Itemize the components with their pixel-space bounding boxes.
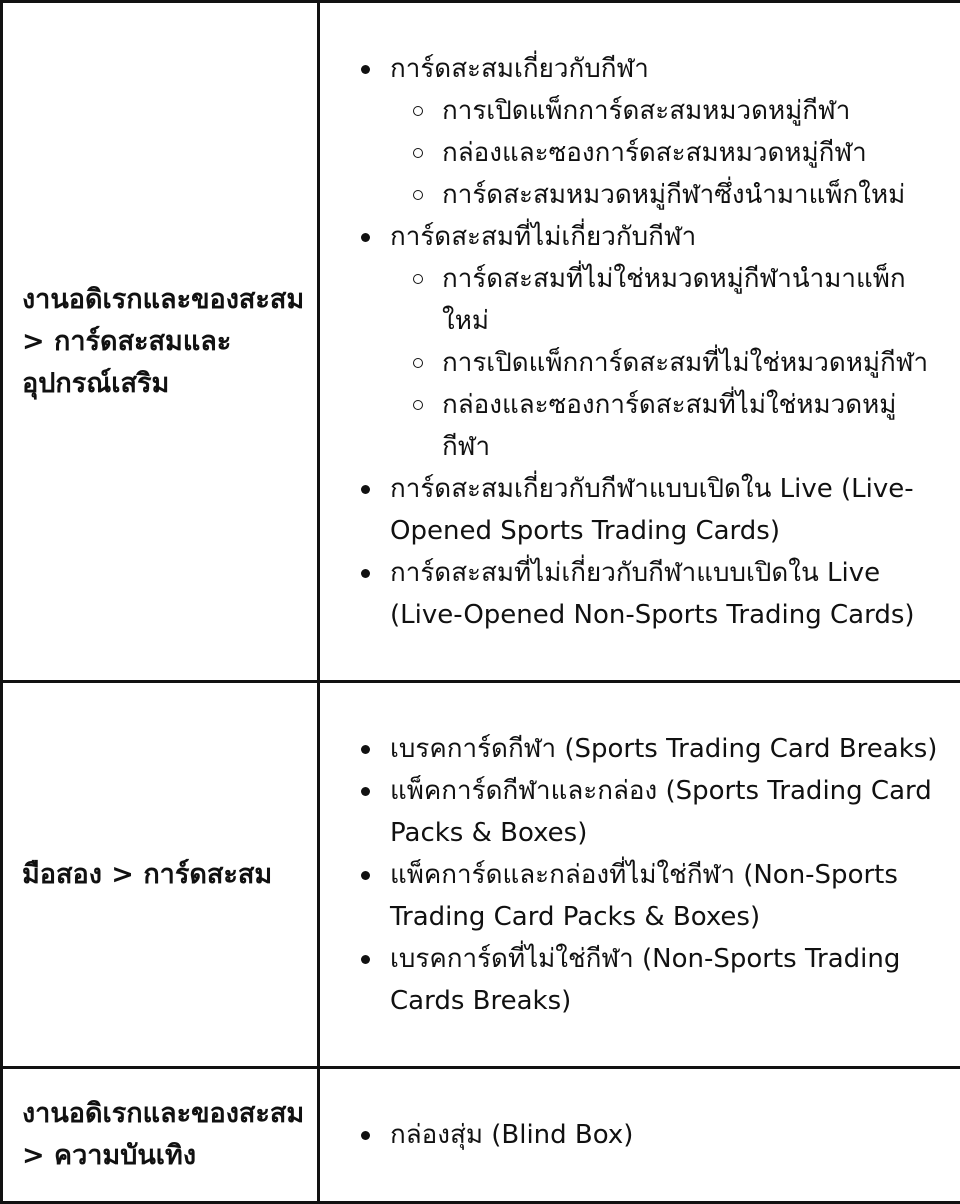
sub-list-item xyxy=(442,342,942,384)
list-item xyxy=(390,854,942,938)
list-item-label: เบรคการ์ดที่ไม่ใช่กีฬา (Non-Sports Trading Cards Breaks) xyxy=(390,944,900,1016)
list-item xyxy=(390,1114,942,1156)
category-label: งานอดิเรกและของสะสม > การ์ดสะสมและอุปกรณ์เสริม xyxy=(22,284,304,399)
table-row xyxy=(2,1068,960,1203)
category-label: มือสอง > การ์ดสะสม xyxy=(22,859,272,890)
list-item xyxy=(390,938,942,1022)
list-item-label: แพ็คการ์ดและกล่องที่ไม่ใช่กีฬา (Non-Sports Trading Card Packs & Boxes) xyxy=(390,860,898,932)
items-cell xyxy=(319,682,960,1068)
sub-list-item-label: กล่องและซองการ์ดสะสมหมวดหมู่กีฬา xyxy=(442,138,867,168)
list-item xyxy=(390,216,942,468)
sub-list-item-label: การ์ดสะสมหมวดหมู่กีฬาซึ่งนำมาแพ็กใหม่ xyxy=(442,180,905,210)
sub-list-item xyxy=(442,258,942,342)
list-item xyxy=(390,728,942,770)
list-item xyxy=(390,552,942,636)
sub-list-item xyxy=(442,90,942,132)
list-item-label: การ์ดสะสมเกี่ยวกับกีฬาแบบเปิดใน Live (Live-Opened Sports Trading Cards) xyxy=(390,474,914,546)
list-item-label: การ์ดสะสมเกี่ยวกับกีฬา xyxy=(390,54,649,84)
list-item xyxy=(390,468,942,552)
sub-list-item-label: การเปิดแพ็กการ์ดสะสมหมวดหมู่กีฬา xyxy=(442,96,850,126)
list-item-label: การ์ดสะสมที่ไม่เกี่ยวกับกีฬา xyxy=(390,222,696,252)
item-list xyxy=(320,728,942,1022)
list-item-label: แพ็คการ์ดกีฬาและกล่อง (Sports Trading Card Packs & Boxes) xyxy=(390,776,932,848)
table-row xyxy=(2,682,960,1068)
item-list xyxy=(320,1114,942,1156)
sub-item-list xyxy=(390,90,942,216)
list-item xyxy=(390,48,942,216)
category-cell xyxy=(2,682,319,1068)
items-cell xyxy=(319,1068,960,1203)
sub-list-item xyxy=(442,384,942,468)
sub-list-item-label: การ์ดสะสมที่ไม่ใช่หมวดหมู่กีฬานำมาแพ็กใหม่ xyxy=(442,264,906,336)
list-item-label: กล่องสุ่ม (Blind Box) xyxy=(390,1120,633,1150)
list-item-label: การ์ดสะสมที่ไม่เกี่ยวกับกีฬาแบบเปิดใน Live (Live-Opened Non-Sports Trading Cards) xyxy=(390,558,915,630)
item-list xyxy=(320,48,942,636)
list-item-label: เบรคการ์ดกีฬา (Sports Trading Card Breaks) xyxy=(390,734,937,764)
items-cell xyxy=(319,2,960,682)
table-row xyxy=(2,2,960,682)
sub-item-list xyxy=(390,258,942,468)
sub-list-item-label: กล่องและซองการ์ดสะสมที่ไม่ใช่หมวดหมู่กีฬา xyxy=(442,390,896,462)
category-label: งานอดิเรกและของสะสม > ความบันเทิง xyxy=(22,1098,304,1171)
sub-list-item-label: การเปิดแพ็กการ์ดสะสมที่ไม่ใช่หมวดหมู่กีฬา xyxy=(442,348,928,378)
sub-list-item xyxy=(442,132,942,174)
sub-list-item xyxy=(442,174,942,216)
list-item xyxy=(390,770,942,854)
category-cell xyxy=(2,2,319,682)
category-cell xyxy=(2,1068,319,1203)
